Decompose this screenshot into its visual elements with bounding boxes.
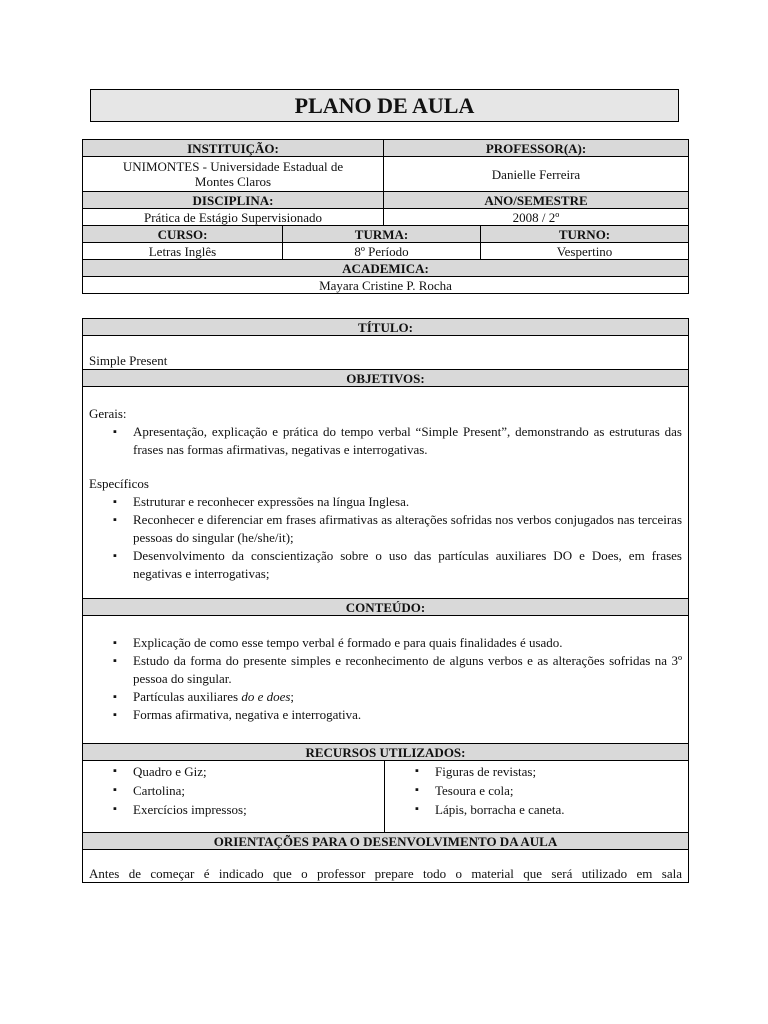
list-item: ▪ Cartolina; [133,781,378,800]
disciplina-label: DISCIPLINA: [83,192,384,209]
plan-table [82,318,689,883]
turno-label: TURNO: [481,226,689,243]
professor-value: Danielle Ferreira [384,157,689,192]
list-item-auxiliares [133,688,682,706]
list-item: ▪ Estudo da forma do presente simples e reconhecimento de alguns verbos e as alterações sofridas na 3º pessoa do singular. [133,652,682,688]
list-item: ▪ Desenvolvimento da conscientização sobre o uso das partículas auxiliares DO e Does, em frases negativas e interrogativas; [133,547,682,583]
list-item: ▪ Estruturar e reconhecer expressões na língua Inglesa. [133,493,682,511]
list-item: ▪ Exercícios impressos; [133,800,378,819]
orientacoes-label: ORIENTAÇÕES PARA O DESENVOLVIMENTO DA AULA [83,833,689,850]
conteudo-label: CONTEÚDO: [83,599,689,616]
objetivos-label: OBJETIVOS: [83,370,689,387]
especificos-list [89,493,682,583]
list-item: ▪ Reconhecer e diferenciar em frases afirmativas as alterações sofridas nos verbos conjugados nas terceiras pessoas do singular (he/she/it); [133,511,682,547]
aux-suffix: ; [290,689,295,704]
professor-label: PROFESSOR(A): [384,140,689,157]
objetivos-body [83,387,689,599]
list-item: ▪ Quadro e Giz; [133,762,378,781]
orientacoes-text: Antes de começar é indicado que o professor prepare todo o material que será utilizado em sala [89,866,682,881]
curso-label: CURSO: [83,226,283,243]
curso-value: Letras Inglês [83,243,283,260]
recursos-left [83,761,385,833]
list-item: ▪ Tesoura e cola; [435,781,682,800]
gerais-list [89,423,682,459]
list-item: ▪ Lápis, borracha e caneta. [435,800,682,819]
turma-value: 8º Período [283,243,481,260]
disciplina-value: Prática de Estágio Supervisionado [83,209,384,226]
turma-label: TURMA: [283,226,481,243]
ano-label: ANO/SEMESTRE [384,192,689,209]
ano-value: 2008 / 2º [384,209,689,226]
orientacoes-body [83,850,689,883]
recursos-right [385,761,689,833]
aux-italic: do e does [241,689,291,704]
conteudo-body [83,616,689,744]
page-title: PLANO DE AULA [90,89,679,122]
recursos-right-list [391,762,682,819]
list-item: ▪ Apresentação, explicação e prática do tempo verbal “Simple Present”, demonstrando as estruturas das frases nas formas afirmativas, negativas e interrogativas. [133,423,682,459]
academica-value: Mayara Cristine P. Rocha [83,277,689,294]
info-table [82,139,689,294]
recursos-left-list [89,762,378,819]
academica-label: ACADEMICA: [83,260,689,277]
instituicao-label: INSTITUIÇÃO: [83,140,384,157]
gerais-label: Gerais: [89,406,127,421]
conteudo-list [89,634,682,724]
titulo-text: Simple Present [89,353,168,368]
aux-prefix: Partículas auxiliares [133,689,242,704]
list-item: ▪ Formas afirmativa, negativa e interrogativa. [133,706,682,724]
especificos-label: Específicos [89,476,149,491]
recursos-label: RECURSOS UTILIZADOS: [83,744,689,761]
instituicao-value: UNIMONTES - Universidade Estadual de Montes Claros [83,157,384,192]
list-item: ▪ Explicação de como esse tempo verbal é formado e para quais finalidades é usado. [133,634,682,652]
list-item: ▪ Figuras de revistas; [435,762,682,781]
turno-value: Vespertino [481,243,689,260]
titulo-label: TÍTULO: [83,319,689,336]
titulo-value [83,336,689,370]
